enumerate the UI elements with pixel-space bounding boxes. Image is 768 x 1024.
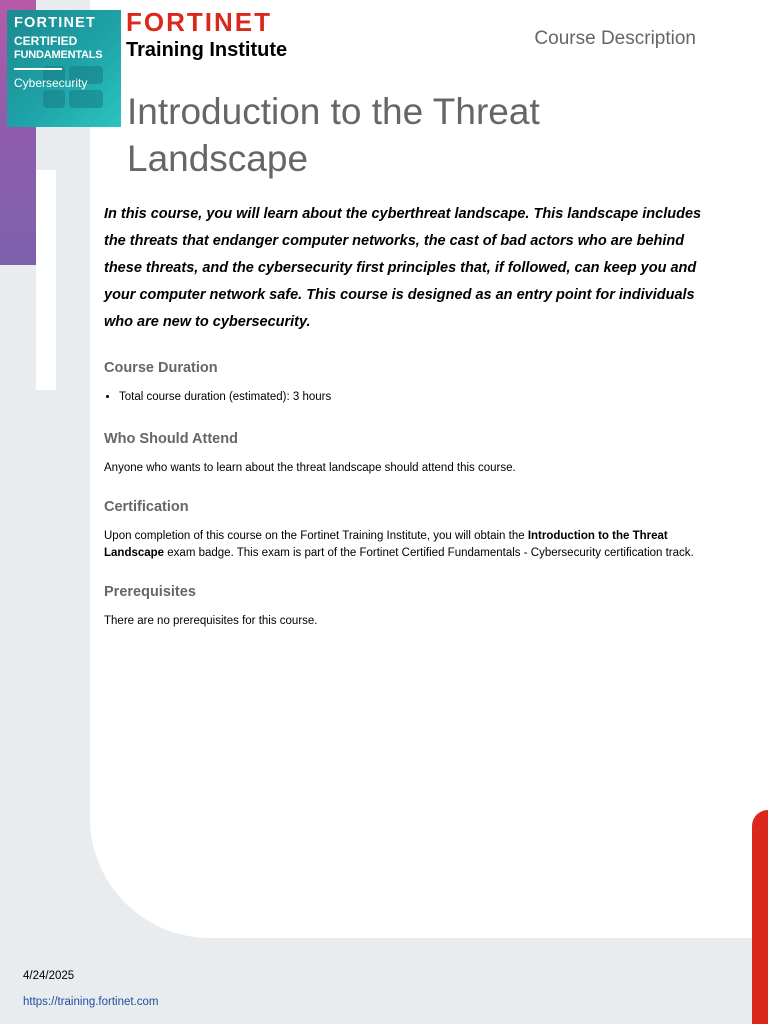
document-type-label: Course Description xyxy=(534,28,696,49)
list-item: • Total course duration (estimated): 3 hours xyxy=(119,389,708,406)
footer-date: 4/24/2025 xyxy=(23,970,75,982)
course-title: Introduction to the Threat Landscape xyxy=(127,91,540,179)
footer-website-link[interactable]: https://training.fortinet.com xyxy=(23,996,159,1008)
who-should-attend-heading: Who Should Attend xyxy=(104,430,238,447)
certification-text xyxy=(104,528,708,561)
certification-heading: Certification xyxy=(104,499,189,515)
red-accent-bar xyxy=(752,810,768,1024)
training-institute-label: Training Institute xyxy=(126,39,288,61)
duration-heading: Course Duration xyxy=(104,360,218,376)
badge-logo-text: FORTINET xyxy=(14,15,97,31)
prerequisites-heading: Prerequisites xyxy=(104,584,196,600)
certification-badge xyxy=(7,10,121,127)
prerequisites-text: There are no prerequisites for this course. xyxy=(104,615,318,627)
fortinet-logo: FORTINET xyxy=(126,7,272,37)
course-intro: In this course, you will learn about the cyberthreat landscape. This landscape includes the threats that endanger computer networks, the cast of bad actors who are behind these threats, and the cybersecurity first principles that, if followed, can keep you and your computer network safe. This course is designed as an entry point for individuals who are new to cybersecurity. xyxy=(104,206,702,330)
who-should-attend-text: Anyone who wants to learn about the threat landscape should attend this course. xyxy=(104,461,516,474)
duration-list xyxy=(104,389,708,406)
badge-certified-text: CERTIFIED xyxy=(14,34,78,48)
course-content xyxy=(104,201,708,653)
badge-track-text: Cybersecurity xyxy=(14,76,88,90)
certification-text-after: exam badge. This exam is part of the Fortinet Certified Fundamentals - Cybersecurity certification track. xyxy=(164,546,694,559)
white-decor-strip xyxy=(36,170,56,390)
badge-divider xyxy=(14,68,62,70)
certification-badge-name: Introduction to the Threat Landscape xyxy=(104,530,668,559)
certification-text-before: Upon completion of this course on the Fortinet Training Institute, you will obtain the xyxy=(104,530,528,542)
badge-fundamentals-text: FUNDAMENTALS xyxy=(14,49,103,61)
